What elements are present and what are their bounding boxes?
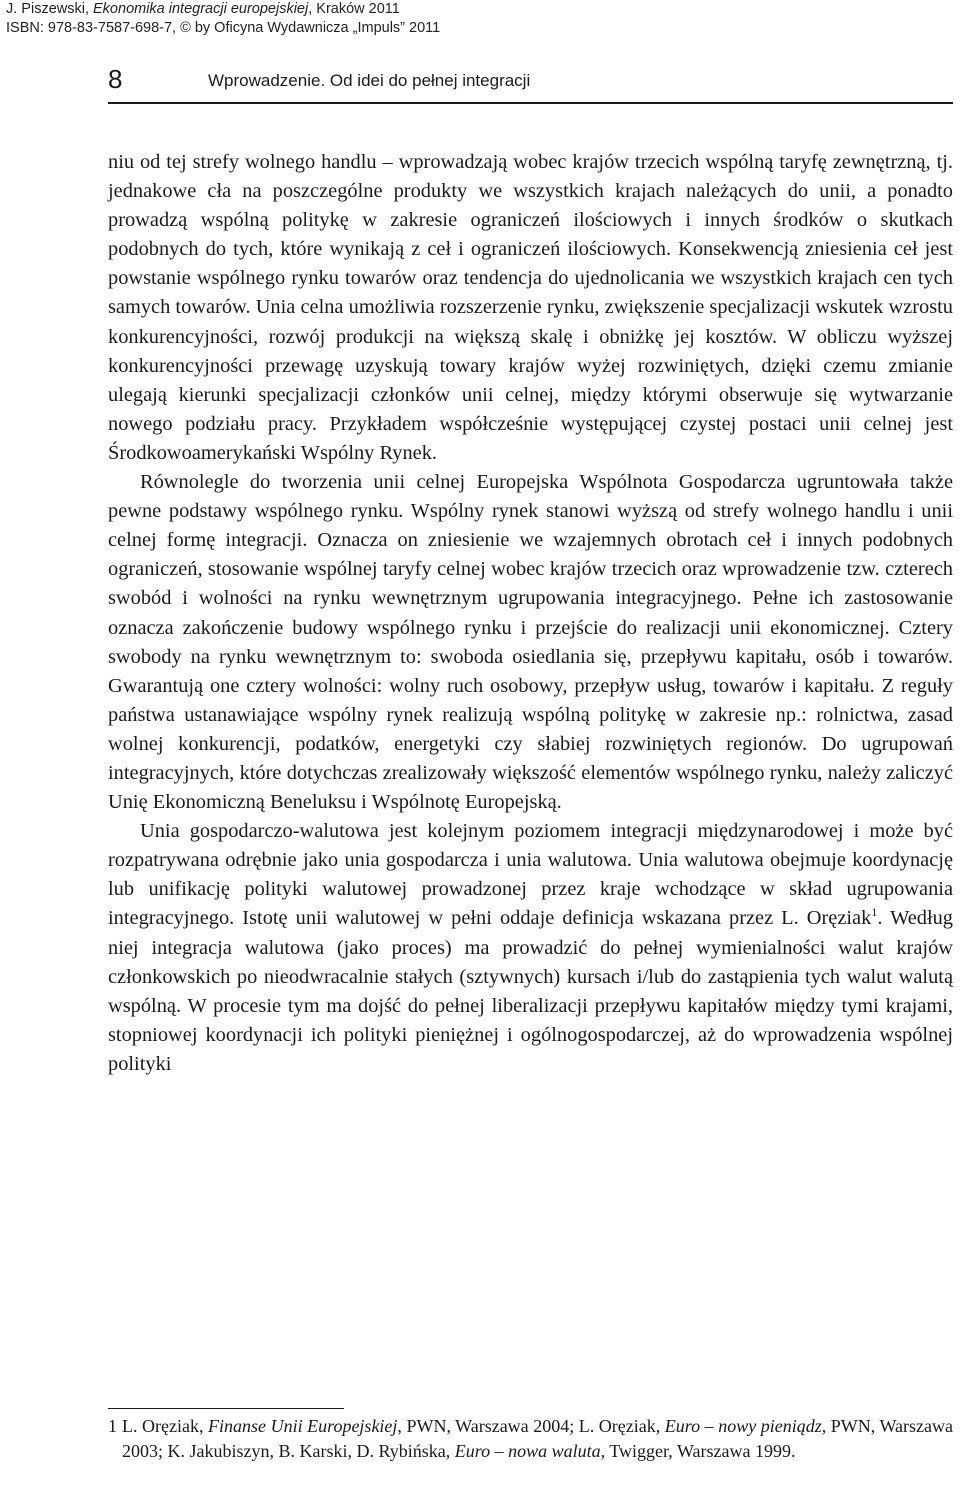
footnote-title: Euro – nowa waluta [454, 1441, 601, 1461]
citation-block [6, 0, 440, 38]
citation-book-title: Ekonomika integracji europejskiej [93, 1, 309, 17]
footnote-reference[interactable]: 1 [871, 905, 878, 920]
footnote-divider [108, 1408, 344, 1409]
footnote-text-run: , PWN, Warszawa 2004; L. Oręziak, [397, 1416, 665, 1436]
paragraph-3-text-b: . Według niej integracja walutowa (jako proces) ma prowadzić do pełnej wymienialności walut krajów członkowskich po nieodwracalnie stałych (sztywnych) kursach i/lub do zastąpienia tych walut walutą wspólną. W procesie tym ma dojść do pełnej liberalizacji przepływu kapitałów między tymi krajami, stopniowej koordynacji ich polityki pieniężnej i ogólnogospodarczej, aż do wprowadzenia wspólnej polityki [108, 907, 953, 1075]
footnote-text-run: , PWN, Warszawa 2003; K. Jakubiszyn, B. Karski, D. Rybińska, [122, 1416, 953, 1461]
footnote [108, 1414, 953, 1464]
footnote-text [122, 1414, 953, 1464]
citation-place-year: , Kraków 2011 [308, 1, 400, 17]
chapter-title: Wprowadzenie. Od idei do pełnej integracji [208, 71, 531, 90]
body-text [108, 148, 953, 1079]
running-head [108, 62, 953, 104]
footnote-text-run: , Twigger, Warszawa 1999. [600, 1441, 796, 1461]
paragraph-3-text-a: Unia gospodarczo-walutowa jest kolejnym poziomem integracji międzynarodowej i może być rozpatrywana odrębnie jako unia gospodarcza i unia walutowa. Unia walutowa obejmuje koordynację lub unifikację polityki walutowej prowadzonej przez kraje wchodzące w skład ugrupowania integracyjnego. Istotę unii walutowej w pełni oddaje definicja wskazana przez L. Oręziak [108, 820, 953, 930]
citation-line-1 [6, 0, 440, 19]
footnote-text-run: L. Oręziak, [122, 1416, 209, 1436]
footnote-title: Finanse Unii Europejskiej [208, 1416, 398, 1436]
footnote-title: Euro – nowy pieniądz [664, 1416, 822, 1436]
footnote-marker: 1 [108, 1416, 117, 1436]
paragraph-1: niu od tej strefy wolnego handlu – wprowadzają wobec krajów trzecich wspólną taryfę zewnętrzną, tj. jednakowe cła na poszczególne produkty we wszystkich krajach należących do unii, a ponadto prowadzą wspólną politykę w zakresie ograniczeń ilościowych i innych środków o skutkach podobnych do tych, które wynikają z ceł i ograniczeń ilościowych. Konsekwencją zniesienia ceł jest powstanie wspólnego rynku towarów oraz tendencja do ujednolicania we wszystkich krajach cen tych samych towarów. Unia celna umożliwia rozszerzenie rynku, zwiększenie specjalizacji wskutek wzrostu konkurencyjności, rozwój produkcji na większą skalę i obniżkę jej kosztów. W obliczu wyższej konkurencyjności przewagę uzyskują towary krajów wyżej rozwiniętych, dzięki czemu zmianie ulegają kierunki specjalizacji członków unii celnej, między którymi obserwuje się wytwarzanie nowego podziału pracy. Przykładem współcześnie występującej czystej postaci unii celnej jest Środkowoamerykański Wspólny Rynek. [108, 151, 953, 464]
citation-line-2: ISBN: 978-83-7587-698-7, © by Oficyna Wydawnicza „Impuls” 2011 [6, 20, 441, 36]
page-number: 8 [108, 64, 123, 94]
citation-author: J. Piszewski, [6, 1, 94, 17]
paragraph-2: Równolegle do tworzenia unii celnej Europejska Wspólnota Gospodarcza ugruntowała także pewne podstawy wspólnego rynku. Wspólny rynek stanowi wyższą od strefy wolnego handlu i unii celnej formę integracji. Oznacza on zniesienie we wzajemnych obrotach ceł i innych podobnych ograniczeń, stosowanie wspólnej taryfy celnej wobec krajów trzecich oraz wprowadzenie tzw. czterech swobód i wolności na rynku wewnętrznym ugrupowania integracyjnego. Pełne ich zastosowanie oznacza zakończenie budowy wspólnego rynku i przejście do realizacji unii ekonomicznej. Cztery swobody na rynku wewnętrznym to: swoboda osiedlania się, przepływu kapitału, osób i towarów. Gwarantują one cztery wolności: wolny ruch osobowy, przepływ usług, towarów i kapitału. Z reguły państwa ustanawiające wspólny rynek realizują wspólną politykę w zakresie np.: rolnictwa, zasad wolnej konkurencji, podatków, energetyki czy słabiej rozwiniętych regionów. Do ugrupowań integracyjnych, które dotychczas zrealizowały większość elementów wspólnego rynku, należy zaliczyć Unię Ekonomiczną Beneluksu i Wspólnotę Europejską. [108, 471, 953, 814]
paragraph-3 [108, 817, 953, 1079]
